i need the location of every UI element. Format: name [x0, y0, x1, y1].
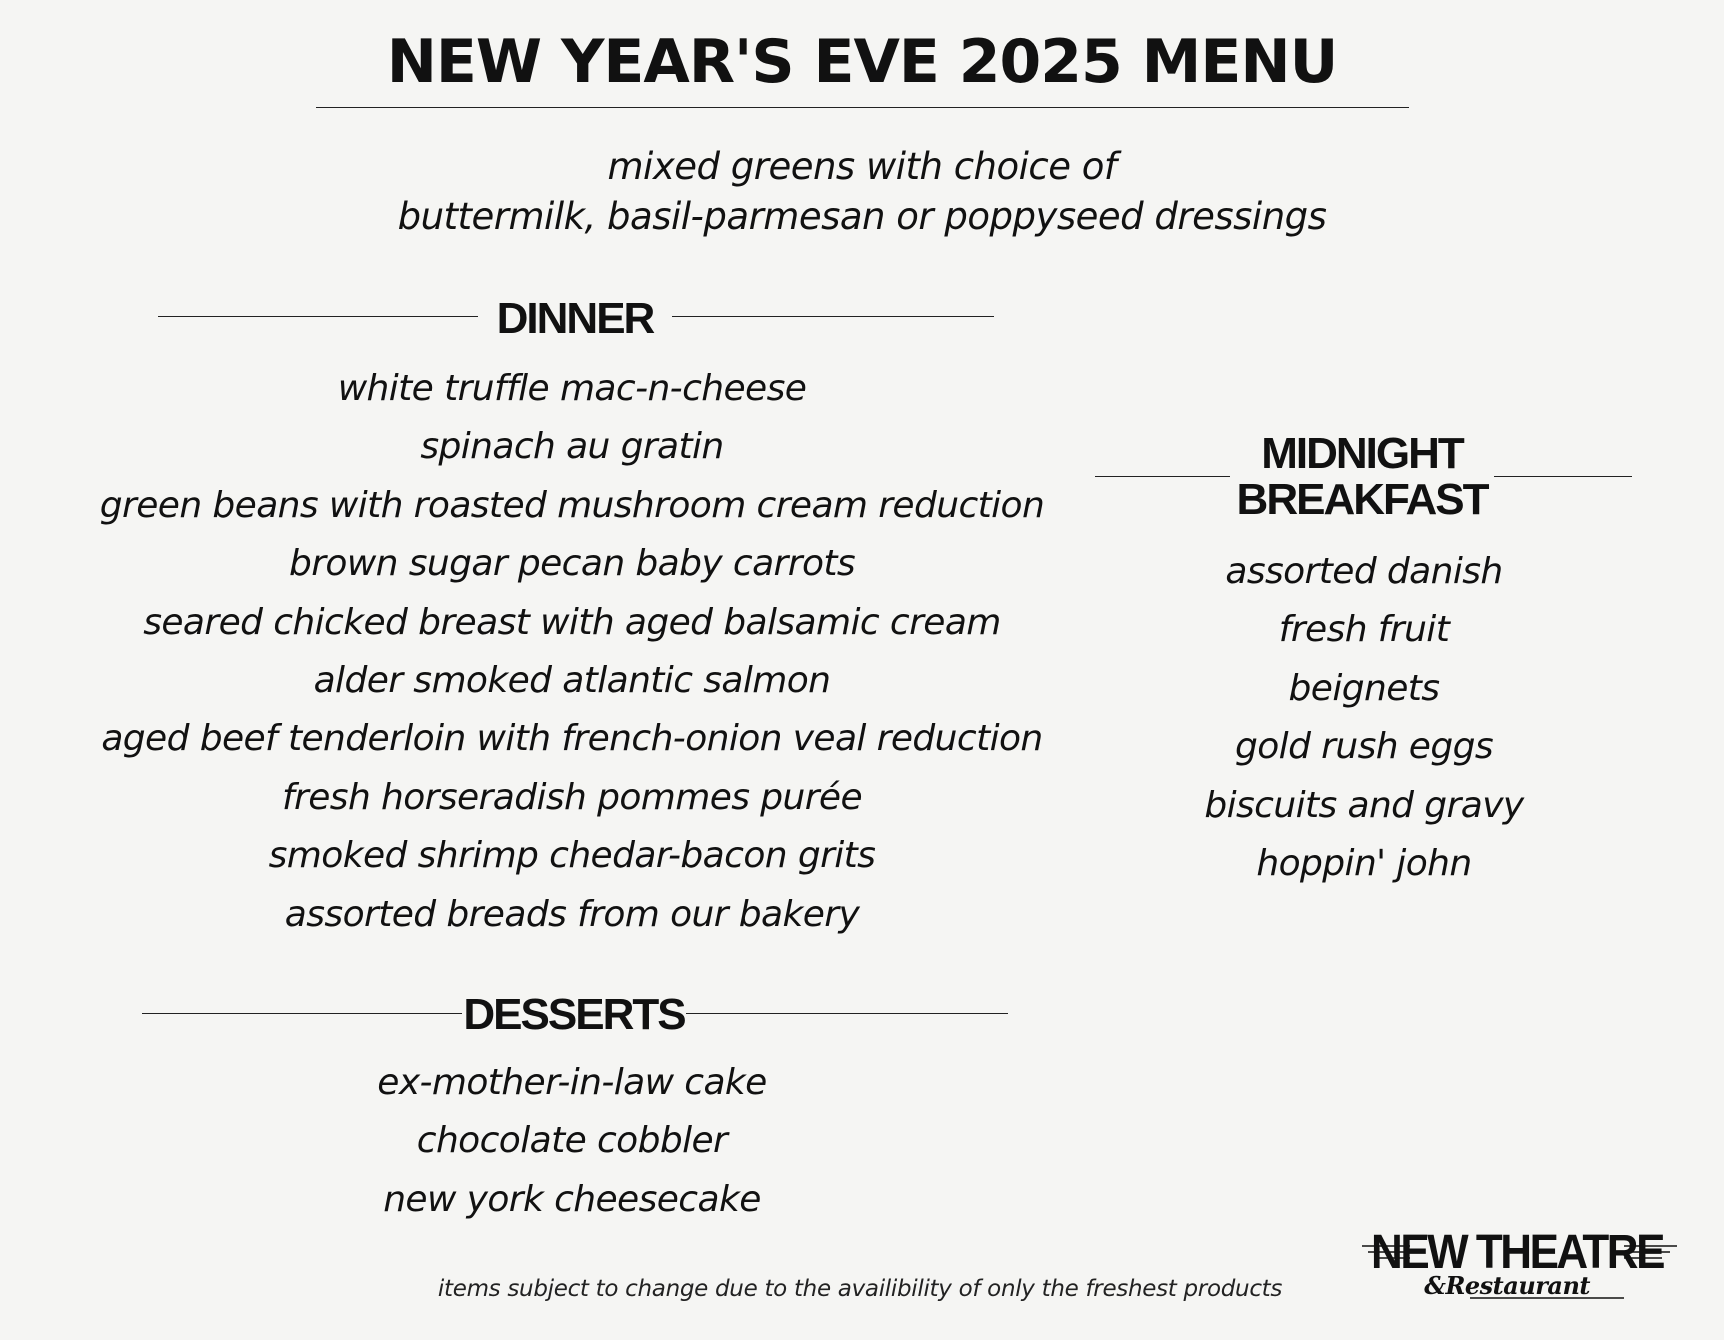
breakfast-rule-right	[1494, 476, 1632, 477]
desserts-list	[200, 1054, 944, 1229]
salad-line-2: buttermilk, basil-parmesan or poppyseed dressings	[397, 195, 1327, 238]
dinner-item: brown sugar pecan baby carrots	[288, 543, 856, 585]
dinner-item: fresh horseradish pommes purée	[281, 776, 863, 818]
footnote: items subject to change due to the availibility of only the freshest products	[437, 1276, 1283, 1302]
desserts-heading: DESSERTS	[463, 990, 685, 1039]
dinner-item: alder smoked atlantic salmon	[313, 659, 831, 701]
svg-text:NEW THEATRE: NEW THEATRE	[1371, 1224, 1663, 1279]
title-divider	[316, 107, 1409, 108]
dessert-item: new york cheesecake	[383, 1178, 761, 1220]
breakfast-item: hoppin' john	[1256, 842, 1472, 884]
breakfast-item: gold rush eggs	[1234, 726, 1493, 768]
breakfast-heading	[1230, 431, 1494, 523]
desserts-rule-left	[142, 1013, 462, 1014]
breakfast-item: fresh fruit	[1278, 609, 1450, 651]
new-theatre-logo	[1362, 1222, 1677, 1300]
menu-title: NEW YEAR'S EVE 2025 MENU	[386, 27, 1338, 97]
dinner-item: spinach au gratin	[420, 426, 724, 468]
dessert-item: ex-mother-in-law cake	[377, 1062, 767, 1103]
dinner-item: seared chicked breast with aged balsamic cream	[143, 601, 1001, 643]
breakfast-item: beignets	[1288, 667, 1440, 709]
dinner-rule-left	[158, 316, 478, 317]
dessert-item: chocolate cobbler	[416, 1120, 728, 1162]
breakfast-item: assorted danish	[1225, 551, 1503, 592]
breakfast-heading-line-1: MIDNIGHT	[1261, 429, 1463, 478]
svg-text:&Restaurant: &Restaurant	[1424, 1271, 1590, 1300]
desserts-rule-right	[686, 1013, 1008, 1014]
breakfast-item: biscuits and gravy	[1204, 784, 1524, 826]
breakfast-list	[1095, 543, 1633, 893]
dinner-heading: DINNER	[496, 294, 654, 343]
dinner-item: assorted breads from our bakery	[284, 893, 860, 935]
dinner-item: aged beef tenderloin with french-onion veal reduction	[101, 718, 1043, 760]
breakfast-rule-left	[1095, 476, 1230, 477]
dinner-rule-right	[672, 316, 994, 317]
dinner-item: green beans with roasted mushroom cream reduction	[99, 484, 1045, 526]
breakfast-heading-line-2: BREAKFAST	[1236, 475, 1488, 524]
dinner-list	[20, 360, 1124, 944]
salad-course	[0, 142, 1724, 242]
dinner-item: white truffle mac-n-cheese	[337, 368, 807, 409]
salad-line-1: mixed greens with choice of	[607, 145, 1117, 188]
dinner-item: smoked shrimp chedar-bacon grits	[268, 835, 876, 877]
